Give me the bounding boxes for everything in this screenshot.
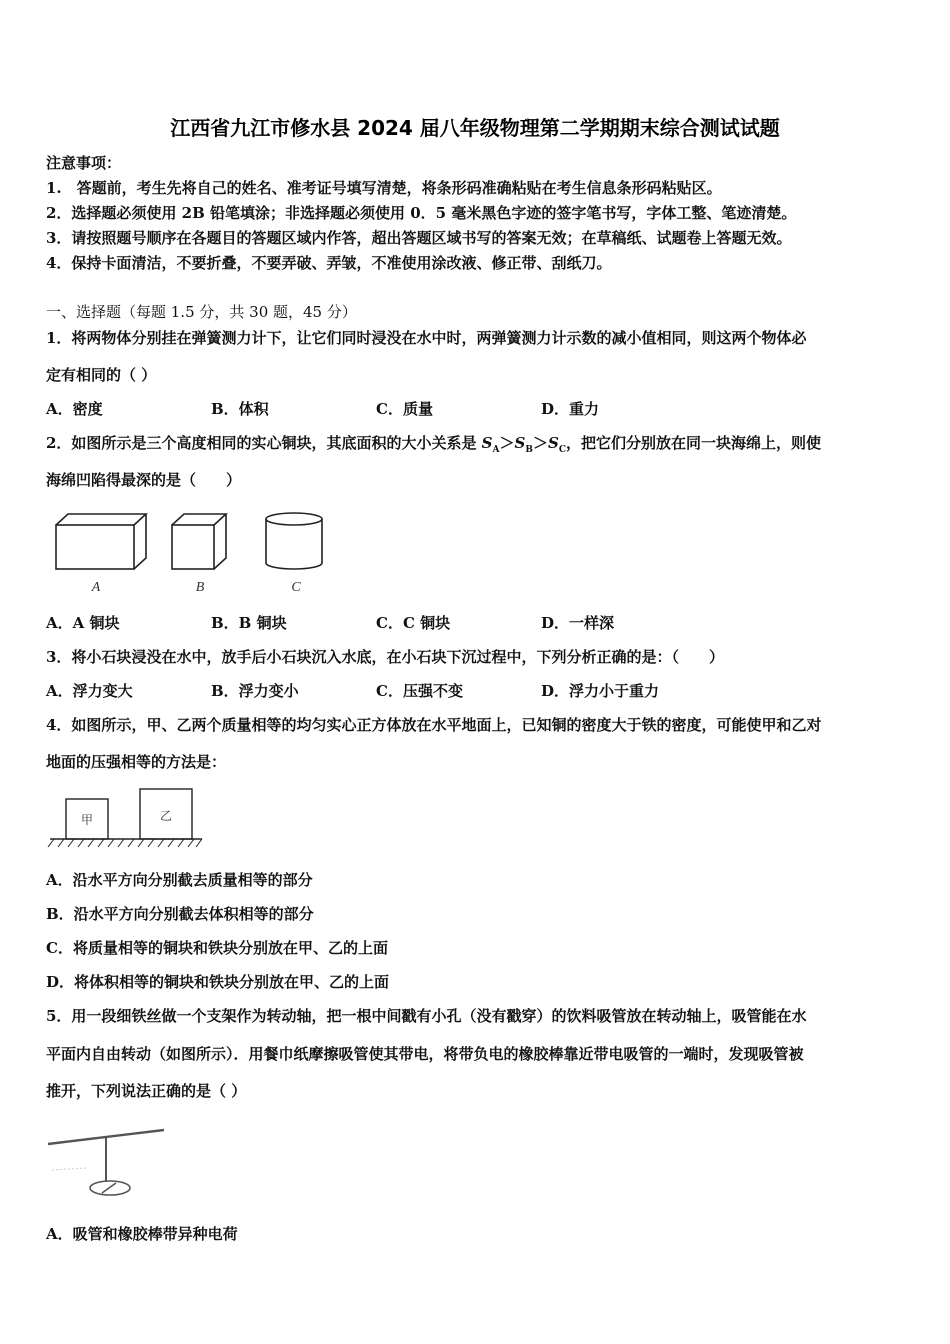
- notice-item: 2．选择题必须使用 2B 铅笔填涂；非选择题必须使用 0．5 毫米黑色字迹的签字笔书写，字体工整、笔迹清楚。: [46, 204, 797, 222]
- gt-symbol: ＞: [499, 434, 515, 452]
- q5-option-a: A．吸管和橡胶棒带异种电荷: [46, 1225, 238, 1243]
- q1-option-d: D．重力: [541, 400, 600, 418]
- s-sub-b: B: [525, 445, 533, 455]
- gt-symbol: ＞: [532, 434, 548, 452]
- q4-option-a: A．沿水平方向分别截去质量相等的部分: [46, 871, 313, 889]
- question-2-line: [46, 432, 821, 455]
- s-symbol: S: [547, 434, 559, 452]
- q2-option-a: A．A 铜块: [46, 614, 120, 632]
- notice-heading: 注意事项：: [46, 154, 122, 172]
- straw-on-stand-figure: [46, 1122, 176, 1202]
- question-4-line: 地面的压强相等的方法是：: [46, 753, 227, 771]
- s-symbol: S: [481, 434, 493, 452]
- question-4-line: 4．如图所示，甲、乙两个质量相等的均匀实心正方体放在水平地面上，已知铜的密度大于铁的密度，可能使甲和乙对: [46, 716, 822, 734]
- question-5-line: 5．用一段细铁丝做一个支架作为转动轴，把一根中间戳有小孔（没有戳穿）的饮料吸管放在转动轴上，吸管能在水: [46, 1007, 807, 1025]
- question-5-line: 推开，下列说法正确的是（ ）: [46, 1082, 247, 1100]
- q3-option-a: A．浮力变大: [46, 682, 133, 700]
- fig-label-c: C: [291, 580, 301, 595]
- notice-item: 4．保持卡面清洁，不要折叠，不要弄破、弄皱，不准使用涂改液、修正带、刮纸刀。: [46, 254, 612, 272]
- q2-option-c: C．C 铜块: [376, 614, 451, 632]
- q1-option-b: B．体积: [211, 400, 269, 418]
- question-5-line: 平面内自由转动（如图所示）．用餐巾纸摩擦吸管使其带电，将带负电的橡胶棒靠近带电吸管的一端时，发现吸管被: [46, 1045, 804, 1063]
- s-sub-a: A: [492, 445, 500, 455]
- q4-option-b: B．沿水平方向分别截去体积相等的部分: [46, 905, 314, 923]
- cubes-on-ground-figure: [46, 785, 206, 850]
- page-title: 江西省九江市修水县 2024 届八年级物理第二学期期末综合测试试题: [170, 116, 780, 140]
- s-symbol: S: [514, 434, 526, 452]
- q3-option-d: D．浮力小于重力: [541, 682, 660, 700]
- question-2-line: 海绵凹陷得最深的是（ ）: [46, 471, 242, 489]
- q1-option-a: A．密度: [46, 400, 103, 418]
- notice-item: 1. 答题前，考生先将自己的姓名、准考证号填写清楚，将条形码准确粘贴在考生信息条形码粘贴区。: [46, 179, 722, 197]
- block-a-drawing: [56, 514, 146, 569]
- q3-option-c: C．压强不变: [376, 682, 463, 700]
- cube-label-jia: 甲: [80, 813, 94, 827]
- cube-label-yi: 乙: [159, 809, 173, 823]
- q4-option-c: C．将质量相等的铜块和铁块分别放在甲、乙的上面: [46, 939, 388, 957]
- q2-option-b: B．B 铜块: [211, 614, 287, 632]
- question-1-line: 1．将两物体分别挂在弹簧测力计下，让它们同时浸没在水中时，两弹簧测力计示数的减小值相同，则这两个物体必: [46, 329, 807, 347]
- q2-option-d: D．一样深: [541, 614, 615, 632]
- q2-text-pre: 2．如图所示是三个高度相同的实心铜块，其底面积的大小关系是: [46, 434, 482, 452]
- fig-label-a: A: [91, 580, 101, 595]
- notice-item: 3．请按照题号顺序在各题目的答题区域内作答，超出答题区域书写的答案无效；在草稿纸、试题卷上答题无效。: [46, 229, 792, 247]
- ground-hatching: [48, 839, 202, 847]
- block-c-drawing: [266, 513, 322, 569]
- block-b-drawing: [172, 514, 226, 569]
- q2-text-post: ，把它们分别放在同一块海绵上，则使: [566, 434, 822, 452]
- q1-option-c: C．质量: [376, 400, 433, 418]
- fig-label-b: B: [195, 580, 205, 595]
- q4-option-d: D．将体积相等的铜块和铁块分别放在甲、乙的上面: [46, 973, 390, 991]
- question-1-line: 定有相同的（ ）: [46, 366, 157, 384]
- q3-option-b: B．浮力变小: [211, 682, 299, 700]
- s-sub-c: C: [558, 445, 566, 455]
- copper-blocks-figure: [50, 505, 340, 600]
- section-heading: 一、选择题（每题 1.5 分，共 30 题，45 分）: [46, 303, 357, 321]
- question-3-line: 3．将小石块浸没在水中，放手后小石块沉入水底，在小石块下沉过程中，下列分析正确的是：（ ）: [46, 648, 724, 666]
